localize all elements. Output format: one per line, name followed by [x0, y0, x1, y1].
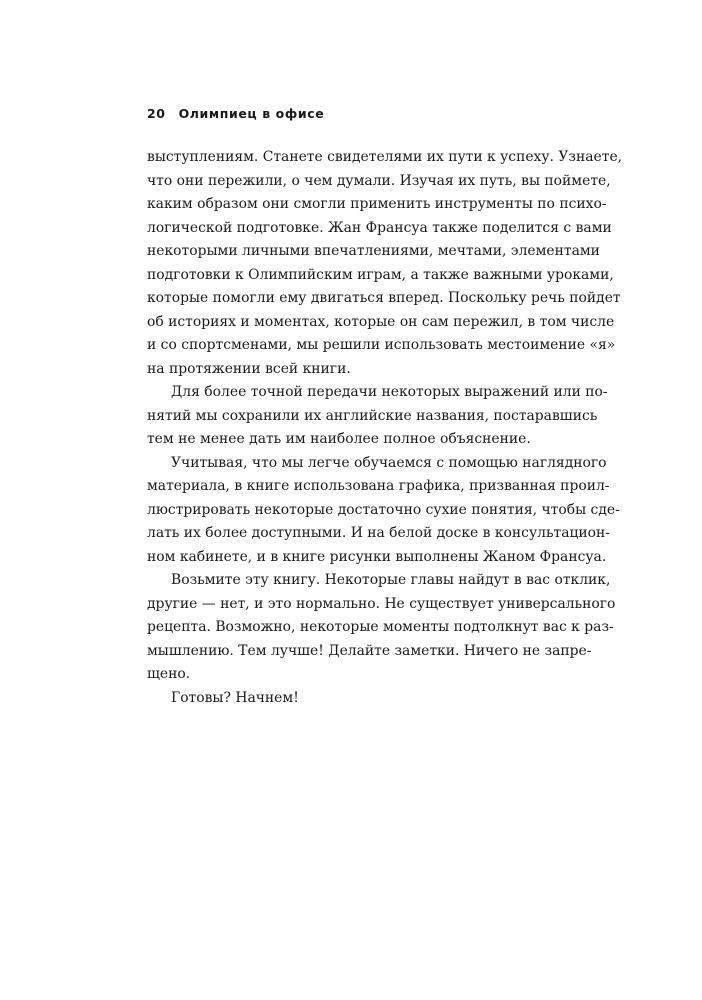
paragraph [147, 687, 573, 711]
text-body [147, 146, 623, 710]
text-line: каким образом они смогли применить инструменты по психо- [147, 196, 607, 212]
text-line: щено. [147, 666, 191, 682]
page-number: 20 [147, 106, 166, 121]
text-line: на протяжении всей книги. [147, 360, 351, 377]
text-line: некоторыми личными впечатлениями, мечтами, элементами [147, 243, 600, 259]
text-line: что они пережили, о чем думали. Изучая их путь, вы поймете, [147, 172, 611, 189]
text-line: рецепта. Возможно, некоторые моменты подтолкнут вас к раз- [147, 619, 614, 635]
text-line: нятий мы сохранили их английские названия, постаравшись [147, 407, 598, 424]
text-line: материала, в книге использована графика, призванная проил- [147, 478, 610, 494]
running-header [147, 106, 324, 121]
paragraph [147, 569, 616, 687]
text-line: Учитывая, что мы легче обучаемся с помощью наглядного [171, 454, 607, 471]
text-line: которые помогли ему двигаться вперед. Поскольку речь пойдет [147, 290, 621, 306]
paragraph [147, 381, 608, 452]
paragraph [147, 452, 620, 570]
text-line: и со спортсменами, мы решили использовать местоимение «я» [147, 337, 616, 353]
text-line: мышлению. Тем лучше! Делайте заметки. Ничего не запре- [147, 642, 592, 659]
text-line: ном кабинете, и в книге рисунки выполнены Жаном Франсуа. [147, 548, 607, 565]
text-line: выступлениям. Станете свидетелями их пути к успеху. Узнаете, [147, 149, 623, 165]
text-line: Готовы? Начнем! [171, 689, 299, 706]
text-line: Возьмите эту книгу. Некоторые главы найдут в вас отклик, [171, 572, 611, 588]
text-line: другие — нет, и это нормально. Не существует универсального [147, 595, 616, 612]
text-line: об историях и моментах, которые он сам пережил, в том числе [147, 313, 615, 330]
text-line: логической подготовке. Жан Франсуа также поделится с вами [147, 219, 612, 236]
text-line: Для более точной передачи некоторых выражений или по- [171, 384, 608, 400]
text-line: лать их более доступными. И на белой доске в консультацион- [147, 525, 610, 541]
text-line: подготовки к Олимпийским играм, а также важными уроками, [147, 266, 614, 283]
text-line: тем не менее дать им наиболее полное объяснение. [147, 431, 531, 447]
book-title: Олимпиец в офисе [178, 106, 325, 121]
paragraph [147, 146, 623, 381]
text-line: люстрировать некоторые достаточно сухие понятия, чтобы сде- [147, 501, 620, 518]
